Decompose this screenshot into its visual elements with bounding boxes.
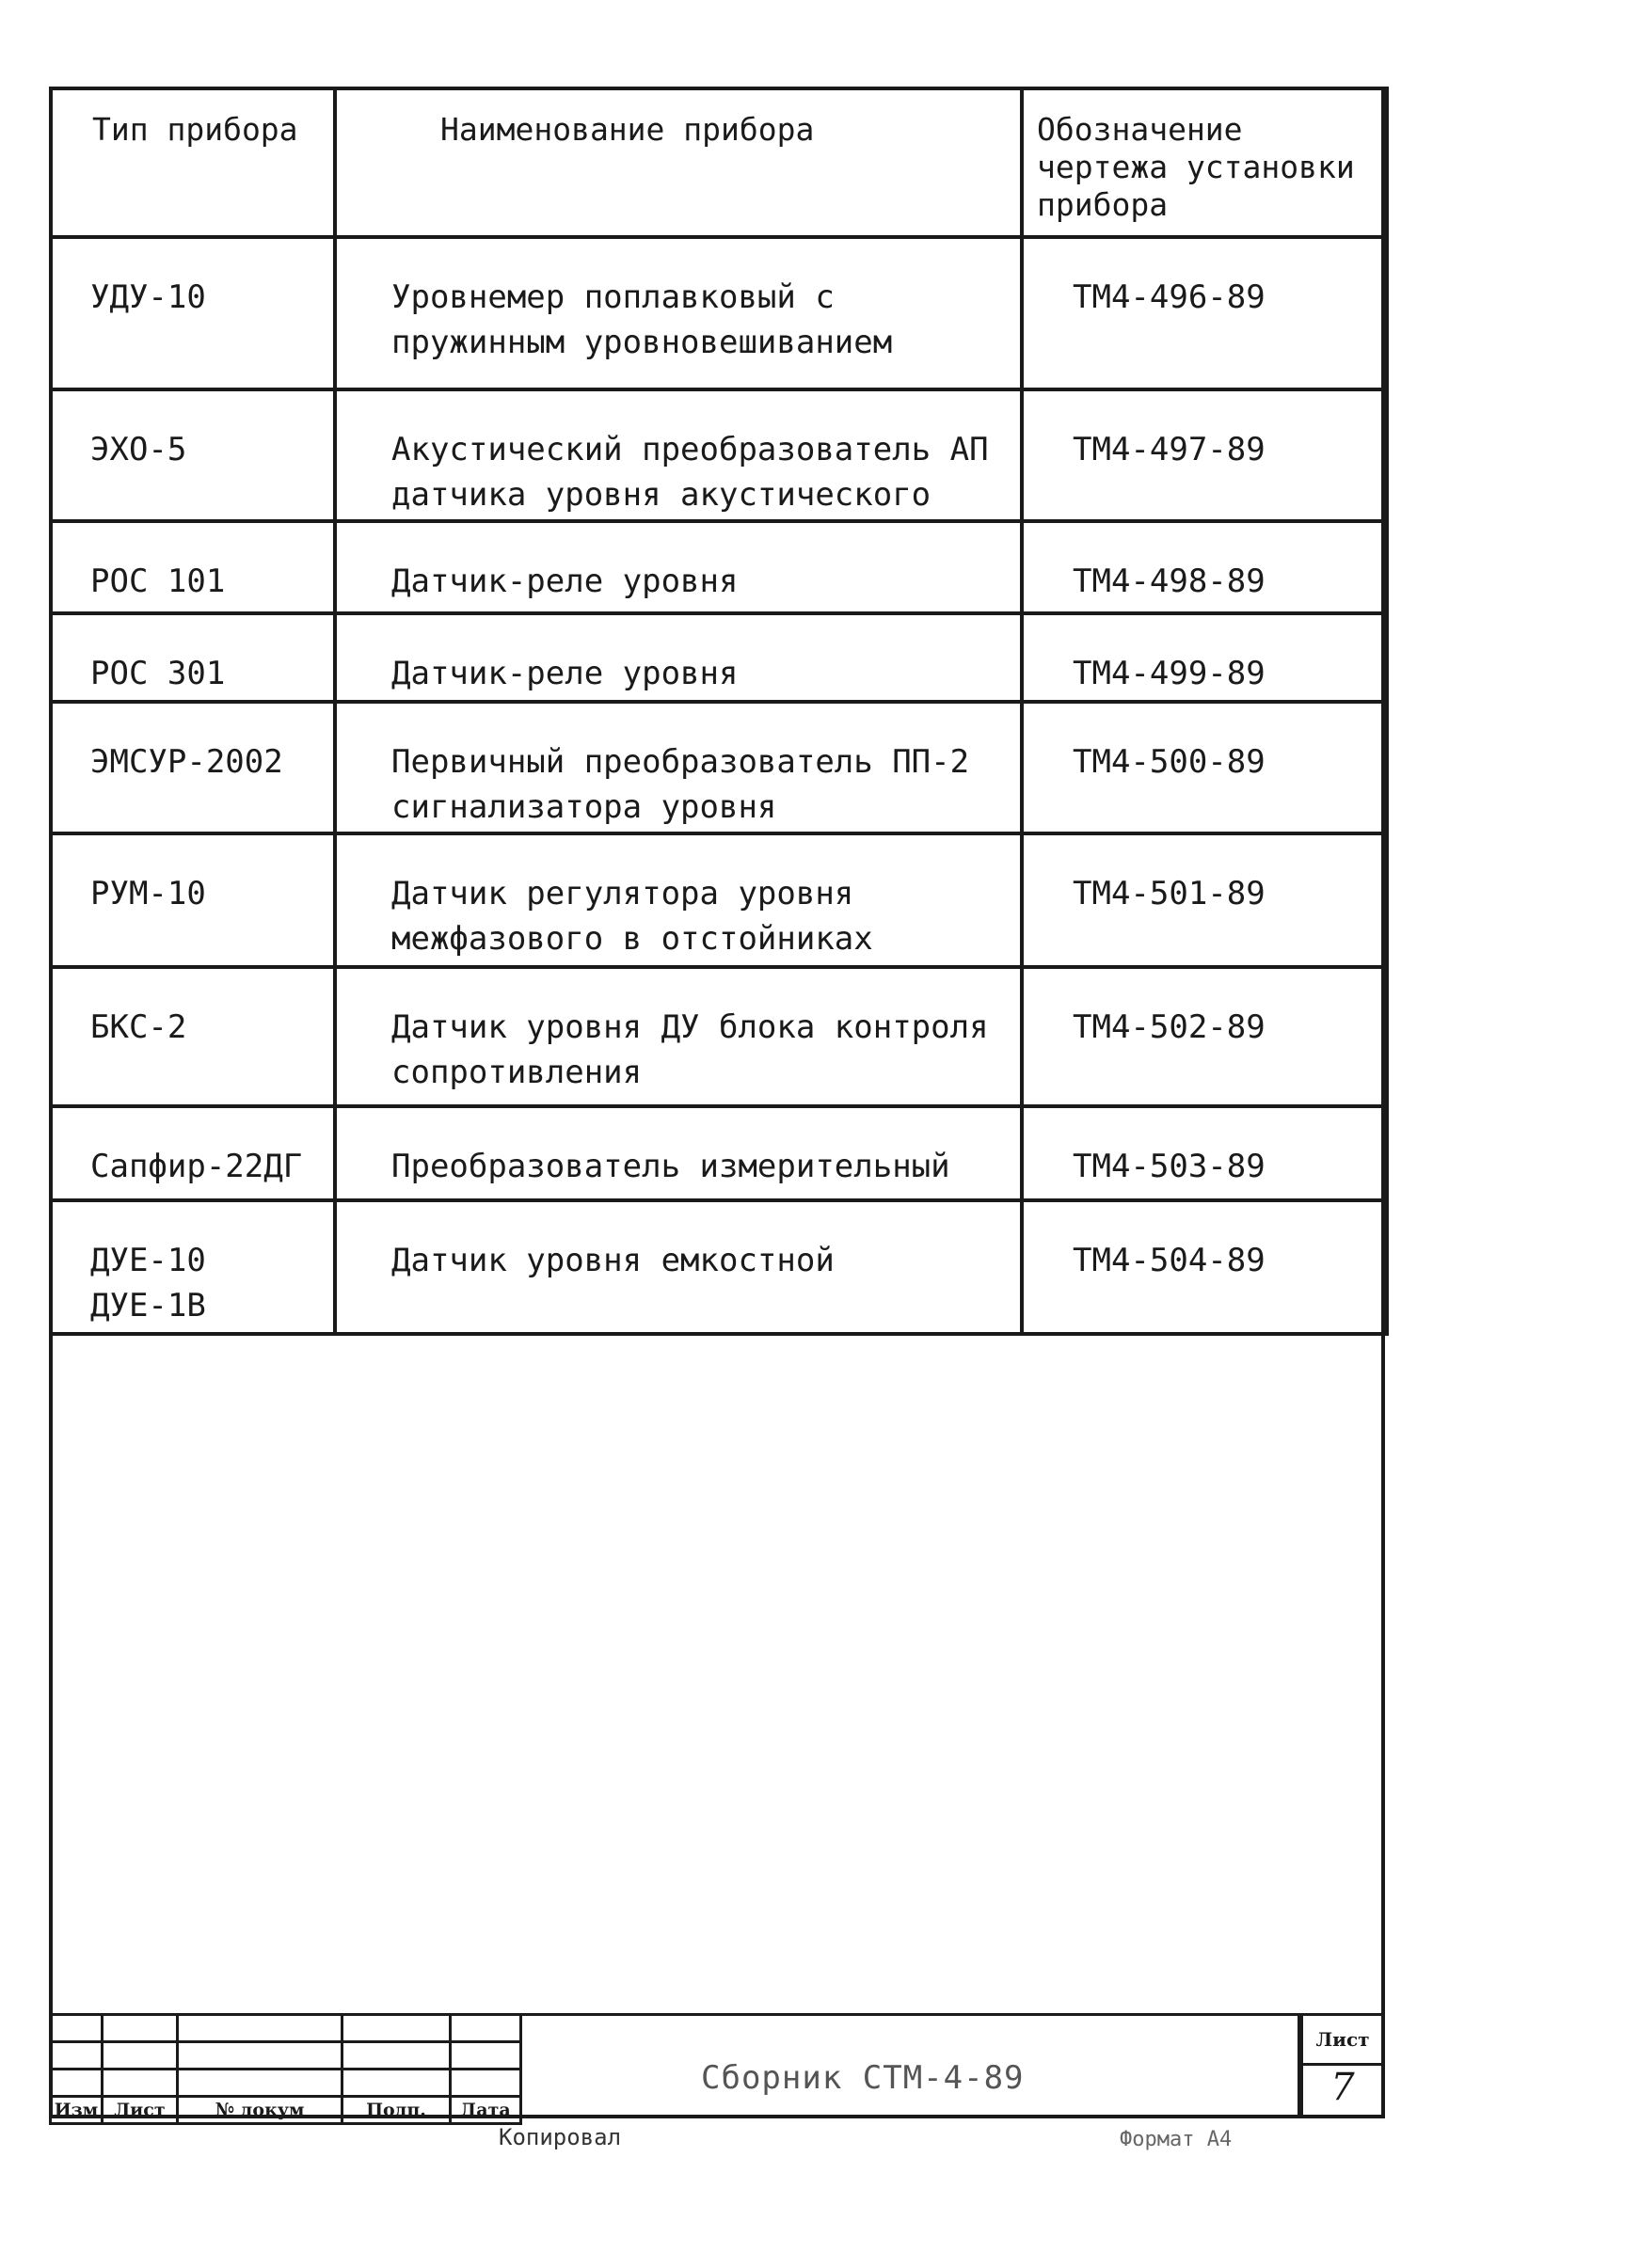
title-block bbox=[49, 2013, 1385, 2118]
drawing-designation-cell: ТМ4-496-89 bbox=[1022, 237, 1387, 389]
device-type-cell: РУМ-10 bbox=[51, 833, 335, 967]
device-type-cell: БКС-2 bbox=[51, 967, 335, 1106]
format-stamp: Формат А4 bbox=[1120, 2128, 1233, 2151]
drawing-designation-cell: ТМ4-504-89 bbox=[1022, 1200, 1387, 1334]
header-drawing-designation: Обозначение чертежа установки прибора bbox=[1022, 88, 1387, 237]
copied-stamp: Копировал bbox=[499, 2124, 622, 2150]
table-row bbox=[51, 833, 1387, 967]
drawing-designation-cell: ТМ4-502-89 bbox=[1022, 967, 1387, 1106]
device-type-cell: РОС 101 bbox=[51, 521, 335, 613]
label-signature: Подп. bbox=[342, 2097, 451, 2124]
device-type-cell: ЭМСУР-2002 bbox=[51, 702, 335, 833]
device-name-cell: Датчик уровня ДУ блока контроля сопротивления bbox=[335, 967, 1022, 1106]
device-type-cell: Сапфир-22ДГ bbox=[51, 1106, 335, 1200]
device-type-cell: РОС 301 bbox=[51, 613, 335, 702]
table-row bbox=[51, 1200, 1387, 1334]
label-document-number: № докум bbox=[178, 2097, 342, 2124]
device-name-cell: Датчик регулятора уровня межфазового в отстойниках bbox=[335, 833, 1022, 967]
title-block-grid bbox=[49, 2013, 522, 2125]
device-type-cell: ДУЕ-10 ДУЕ-1В bbox=[51, 1200, 335, 1334]
drawing-designation-cell: ТМ4-498-89 bbox=[1022, 521, 1387, 613]
title-block-center bbox=[519, 2013, 1300, 2118]
label-sheet: Лист bbox=[103, 2097, 178, 2124]
table-row bbox=[51, 613, 1387, 702]
device-name-cell: Уровнемер поплавковый с пружинным уровновешиванием bbox=[335, 237, 1022, 389]
table-row bbox=[51, 1106, 1387, 1200]
table-row bbox=[51, 702, 1387, 833]
device-name-cell: Первичный преобразователь ПП-2 сигнализатора уровня bbox=[335, 702, 1022, 833]
sheet-number-box bbox=[1300, 2013, 1385, 2118]
header-device-name: Наименование прибора bbox=[335, 88, 1022, 237]
device-name-cell: Датчик-реле уровня bbox=[335, 521, 1022, 613]
device-type-cell: УДУ-10 bbox=[51, 237, 335, 389]
devices-table bbox=[49, 87, 1389, 1336]
table-header-row bbox=[51, 88, 1387, 237]
drawing-designation-cell: ТМ4-503-89 bbox=[1022, 1106, 1387, 1200]
sheet-number: 7 bbox=[1330, 2066, 1355, 2109]
drawing-designation-cell: ТМ4-500-89 bbox=[1022, 702, 1387, 833]
drawing-designation-cell: ТМ4-501-89 bbox=[1022, 833, 1387, 967]
device-type-cell: ЭХО-5 bbox=[51, 389, 335, 521]
device-name-cell: Преобразователь измерительный bbox=[335, 1106, 1022, 1200]
label-date: Дата bbox=[451, 2097, 521, 2124]
header-device-type: Тип прибора bbox=[51, 88, 335, 237]
device-name-cell: Датчик уровня емкостной bbox=[335, 1200, 1022, 1334]
device-name-cell: Датчик-реле уровня bbox=[335, 613, 1022, 702]
sheet-label: Лист bbox=[1303, 2016, 1382, 2066]
drawing-designation-cell: ТМ4-497-89 bbox=[1022, 389, 1387, 521]
device-name-cell: Акустический преобразователь АП датчика уровня акустического bbox=[335, 389, 1022, 521]
drawing-designation-cell: ТМ4-499-89 bbox=[1022, 613, 1387, 702]
table-row bbox=[51, 389, 1387, 521]
title-block-labels-row bbox=[51, 2097, 521, 2124]
table-row bbox=[51, 237, 1387, 389]
table-row bbox=[51, 967, 1387, 1106]
table-row bbox=[51, 521, 1387, 613]
label-revision: Изм bbox=[51, 2097, 103, 2124]
document-title: Сборник СТМ-4-89 bbox=[701, 2059, 1025, 2097]
